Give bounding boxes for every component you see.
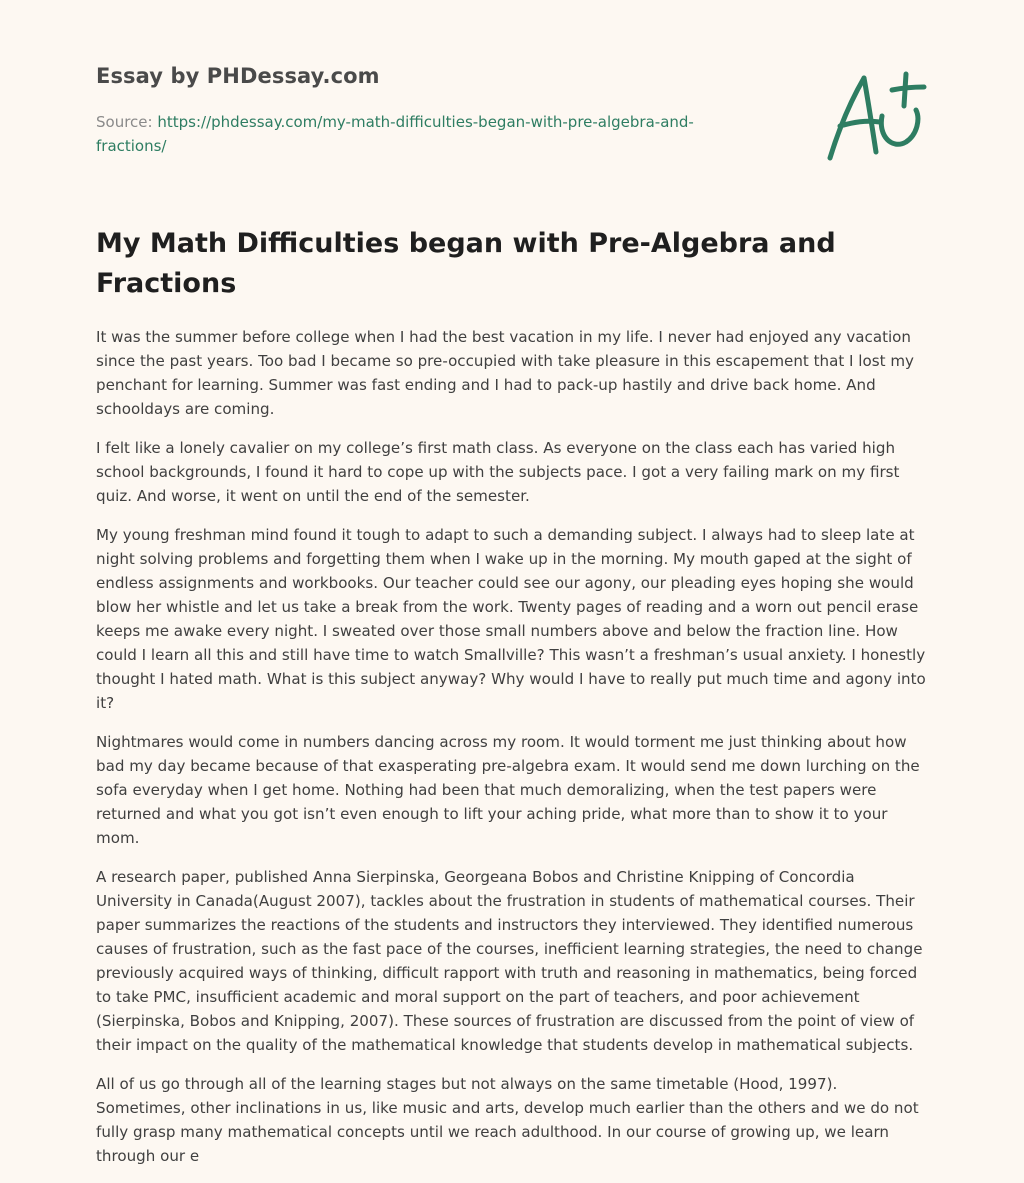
source-link[interactable]: https://phdessay.com/my-math-difficulties-began-with-pre-algebra-and-fractions/	[96, 113, 694, 155]
essay-paragraph: It was the summer before college when I had the best vacation in my life. I never had enjoyed any vacation since the past years. Too bad I became so pre-occupied with take pleasure in this escapement that I lost my penchant for learning. Summer was fast ending and I had to pack-up hastily and drive back home. And schooldays are coming.	[96, 328, 914, 418]
essay-paragraph: I felt like a lonely cavalier on my college’s first math class. As everyone on the class each has varied high school backgrounds, I found it hard to cope up with the subjects pace. I got a very failing mark on my first quiz. And worse, it went on until the end of the semester.	[96, 439, 900, 505]
source-line	[96, 110, 736, 158]
source-label: Source:	[96, 113, 153, 131]
a-plus-grade-icon	[820, 66, 932, 170]
essay-body	[96, 325, 930, 1183]
essay-paragraph: My young freshman mind found it tough to adapt to such a demanding subject. I always had to sleep late at night solving problems and forgetting them when I wake up in the morning. My mouth gaped at the sight of endless assignments and workbooks. Our teacher could see our agony, our pleading eyes hoping she would blow her whistle and let us take a break from the work. Twenty pages of reading and a worn out pencil erase keeps me awake every night. I sweated over those small numbers above and below the fraction line. How could I learn all this and still have time to watch Smallville? This wasn’t a freshman’s usual anxiety. I honestly thought I hated math. What is this subject anyway? Why would I have to really put much time and agony into it?	[96, 526, 926, 712]
essay-paragraph: A research paper, published Anna Sierpinska, Georgeana Bobos and Christine Knipping of Concordia University in Canada(August 2007), tackles about the frustration in students of mathematical courses. Their paper summarizes the reactions of the students and instructors they interviewed. They identified numerous causes of frustration, such as the fast pace of the courses, inefficient learning strategies, the need to change previously acquired ways of thinking, difficult rapport with truth and reasoning in mathematics, being forced to take PMC, insufficient academic and moral support on the part of teachers, and poor achievement (Sierpinska, Bobos and Knipping, 2007). These sources of frustration are discussed from the point of view of their impact on the quality of the mathematical knowledge that students develop in mathematical subjects.	[96, 868, 923, 1054]
site-title: Essay by PHDessay.com	[96, 64, 380, 88]
essay-title: My Math Difficulties began with Pre-Algebra and Fractions	[96, 228, 836, 299]
essay-paragraph: All of us go through all of the learning stages but not always on the same timetable (Hood, 1997). Sometimes, other inclinations in us, like music and arts, develop much earlier than the others and we do not fully grasp many mathematical concepts until we reach adulthood. In our course of growing up, we learn through our e	[96, 1075, 919, 1165]
essay-paragraph: Nightmares would come in numbers dancing across my room. It would torment me just thinking about how bad my day became because of that exasperating pre-algebra exam. It would send me down lurching on the sofa everyday when I get home. Nothing had been that much demoralizing, when the test papers were returned and what you got isn’t even enough to lift your aching pride, what more than to show it to your mom.	[96, 733, 920, 847]
